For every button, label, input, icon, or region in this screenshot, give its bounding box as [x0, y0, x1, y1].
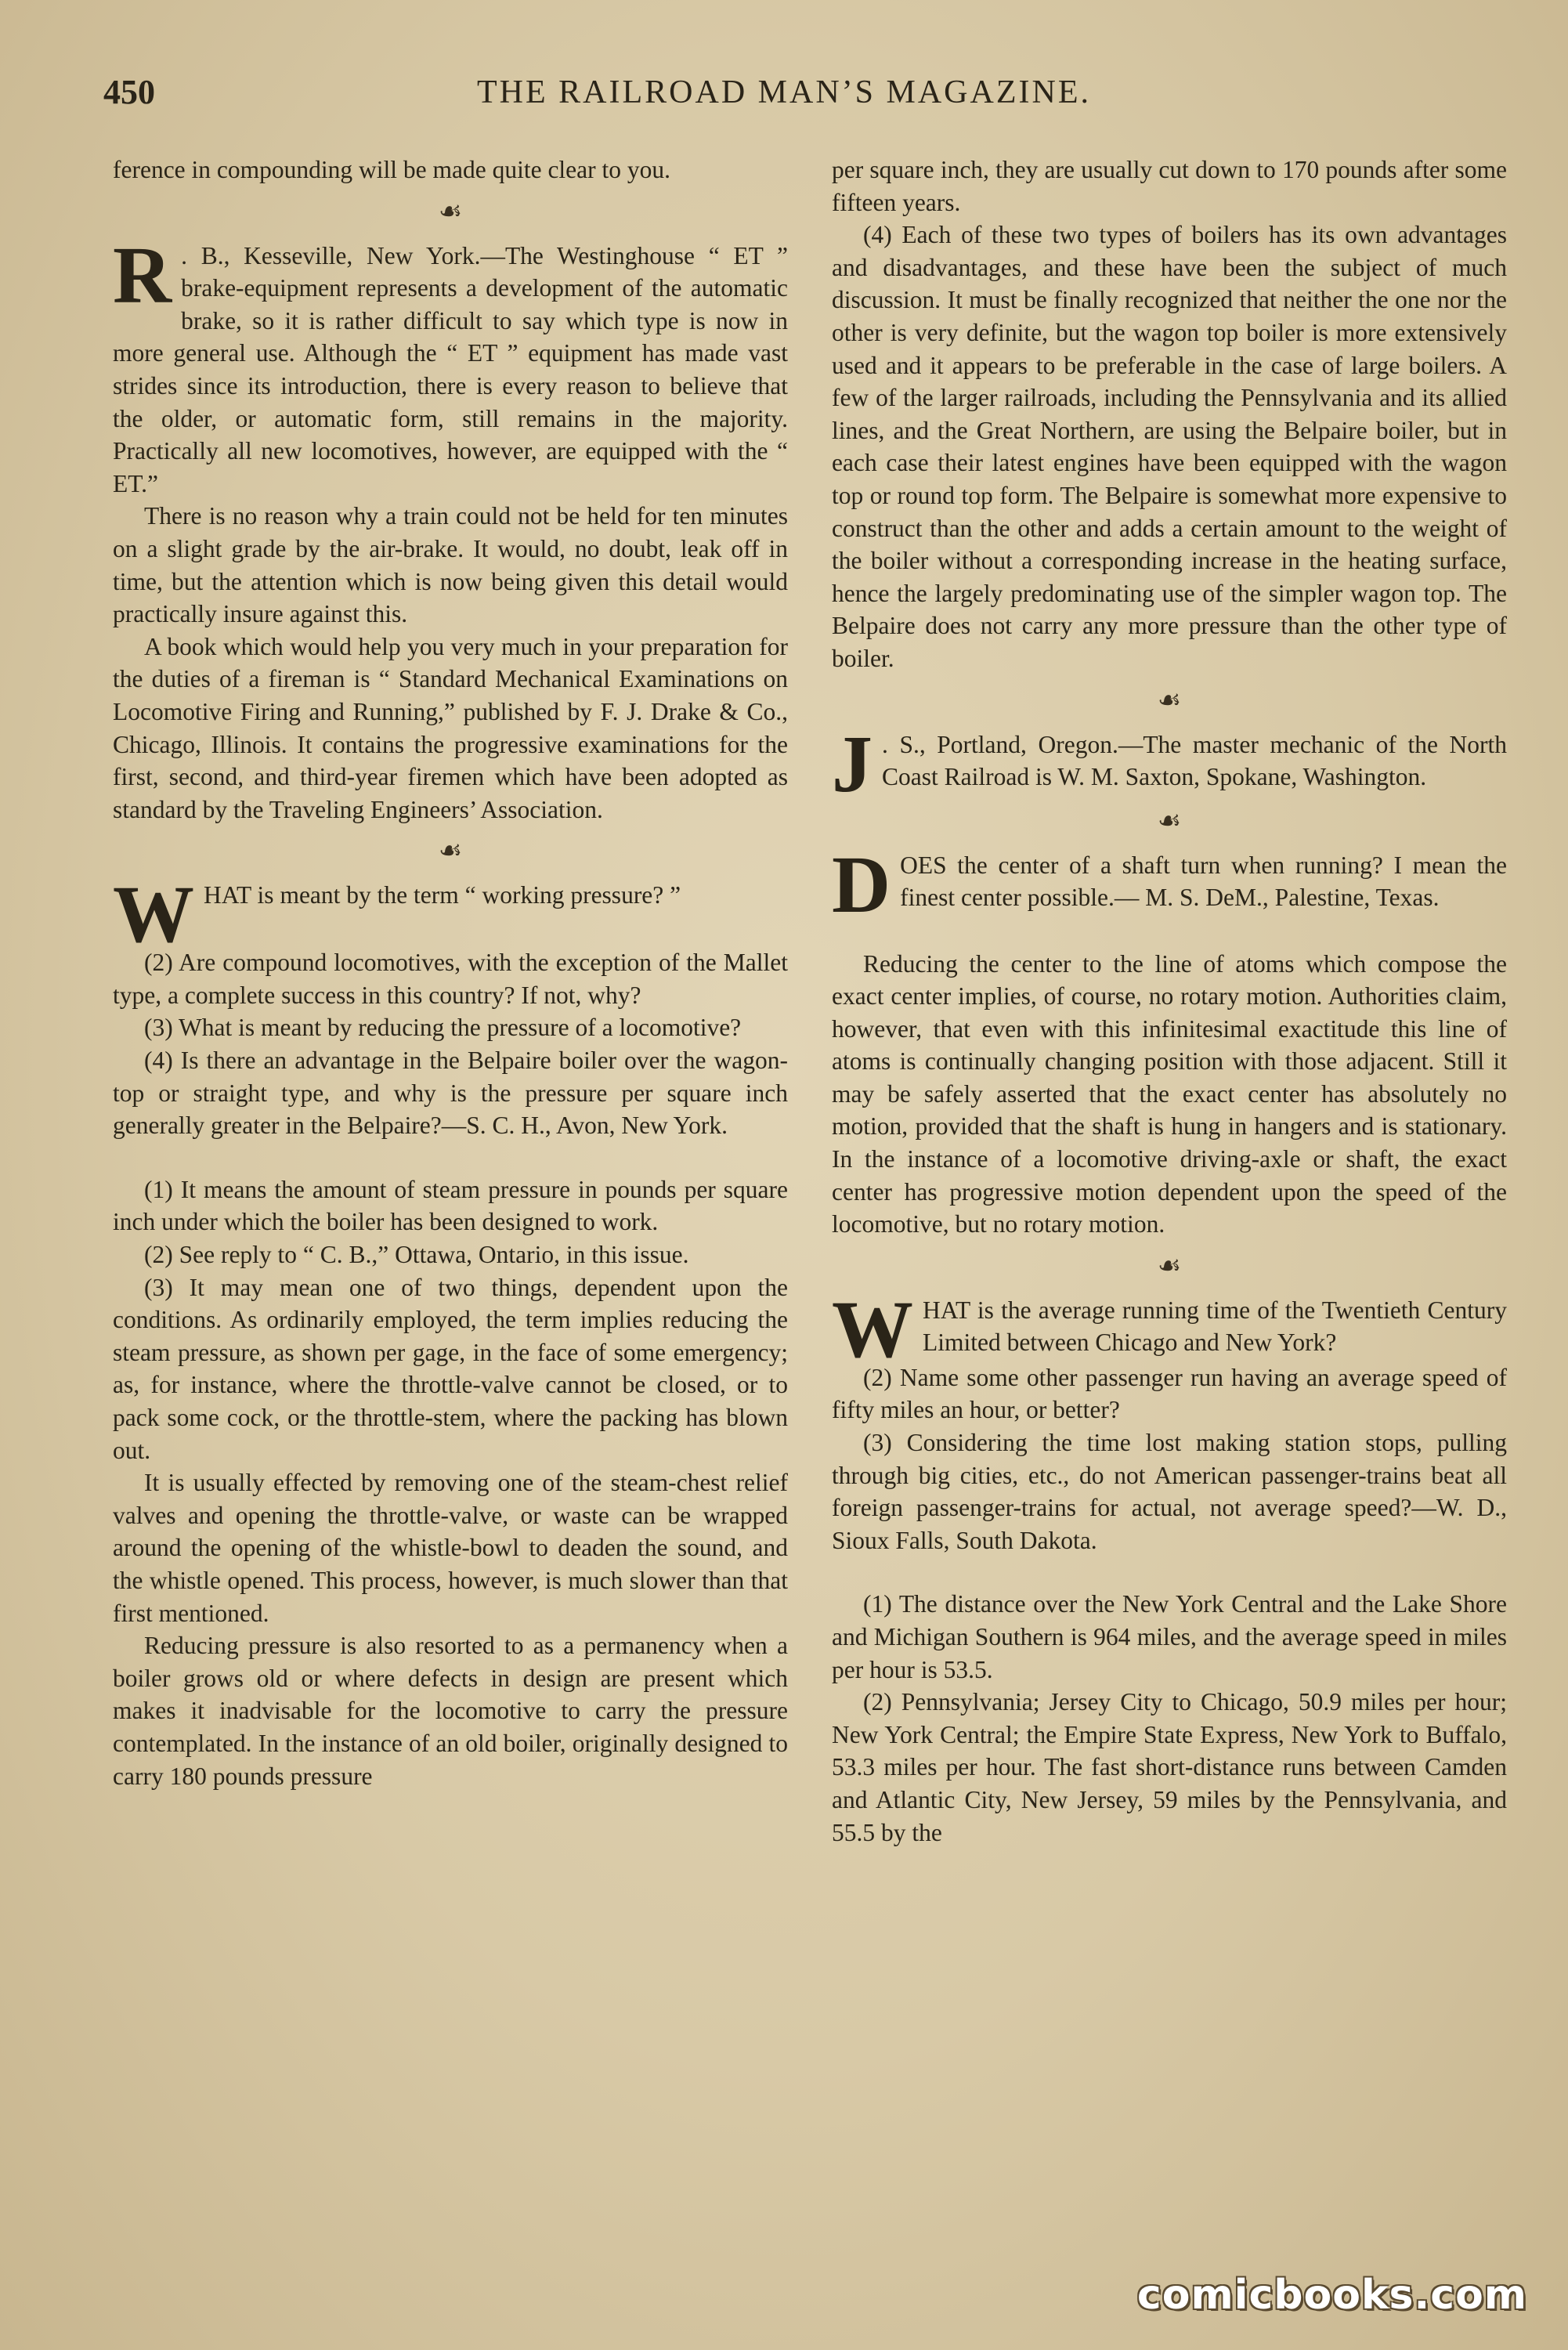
question-paragraph: OES the center of a shaft turn when running? I mean the finest center possible.— M. S. DeM., Palestine, Texas. — [900, 851, 1507, 912]
continued-paragraph: per square inch, they are usually cut down to 170 pounds after some fifteen years. — [832, 156, 1507, 216]
answer-paragraph: Reducing pressure is also resorted to as a permanency when a boiler grows old or where defects in design are present which makes it inadvisable for the locomotive to carry the pressure contemplated. In the instance of an old boiler, originally designed to carry 180 pounds pressure — [113, 1632, 788, 1790]
drop-cap: W — [832, 1284, 913, 1375]
entry-working-pressure — [113, 870, 788, 960]
fleuron-ornament: ☙ — [438, 837, 463, 866]
answer-paragraph: (4) Each of these two types of boilers has its own advantages and disadvantages, and these have been the subject of much discussion. It must be finally recognized that neither the one nor the other is very definite, but the wagon top boiler is more extensively used and it appears to be preferable in the case of large boilers. A few of the larger railroads, including the Pennsylvania and its allied lines, and the Great Northern, are using the Belpaire boiler, but in each case their latest engines have been equipped with the wagon top or round top form. The Belpaire is somewhat more expensive to construct than the other and adds a certain amount to the weight of the boiler without a corresponding increase in the heating surface, hence the largely predominating use of the simpler wagon top. The Belpaire does not carry any more pressure than the other type of boiler. — [832, 221, 1507, 672]
running-title: THE RAILROAD MAN’S MAGAZINE. — [477, 74, 1091, 110]
drop-cap: J — [832, 718, 873, 809]
answer-paragraph: (1) The distance over the New York Central and the Lake Shore and Michigan Southern is 964 miles, and the average speed in miles per hour is 53.5. — [832, 1590, 1507, 1683]
question-paragraph: (2) Name some other passenger run having an average speed of fifty miles an hour, or better? — [832, 1363, 1507, 1424]
question-paragraph: HAT is meant by the term “ working pressure? ” — [204, 881, 681, 909]
continued-paragraph: ference in compounding will be made quite clear to you. — [113, 156, 671, 183]
drop-cap: R — [113, 230, 172, 320]
answer-paragraph: (2) See reply to “ C. B.,” Ottawa, Ontario, in this issue. — [144, 1241, 689, 1269]
question-paragraph: (3) What is meant by reducing the pressure of a locomotive? — [144, 1014, 742, 1042]
fleuron-ornament: ☙ — [438, 197, 463, 226]
entry-js-portland — [832, 718, 1507, 809]
entry-paragraph: A book which would help you very much in your preparation for the duties of a fireman is “ Standard Mechanical Examinations on Locomotive Firing and Running,” published by F. J. Drake & Co., Chicago, Illinois. It contains the progressive examinations for the first, second, and third-year firemen which have been adopted as standard by the Traveling Engineers’ Association. — [113, 632, 788, 823]
answer-paragraph: (2) Pennsylvania; Jersey City to Chicago, 50.9 miles per hour; New York Central; the Empire State Express, New York to Buffalo, 53.3 miles per hour. The fast short-distance runs between Camden and Atlantic City, New Jersey, 59 miles by the Pennsylvania, and 55.5 by the — [832, 1688, 1507, 1846]
entry-paragraph: There is no reason why a train could not be held for ten minutes on a slight grade by the air-brake. It would, no doubt, leak off in time, but the attention which is now being given this detail would practically insure against this. — [113, 502, 788, 628]
answer-paragraph: Reducing the center to the line of atoms which compose the exact center implies, of course, no rotary motion. Authorities claim, however, that even with this infinitesimal exactitude this line of atoms is continually changing position with those adjacent. Still it may be safely asserted that the exact center has absolutely no motion, provided that the shaft is hung in hangers and is stationary. In the instance of a locomotive driving-axle or shaft, the exact center has progressive motion dependent upon the speed of the locomotive, but no rotary motion. — [832, 949, 1507, 1238]
question-paragraph: (4) Is there an advantage in the Belpaire boiler over the wagon-top or straight type, and why is the pressure per square inch generally greater in the Belpaire?—S. C. H., Avon, New York. — [113, 1047, 788, 1140]
answer-paragraph: (3) It may mean one of two things, dependent upon the conditions. As ordinarily employed, the term implies reducing the steam pressure, as shown per gage, in the face of some emergency; as, for instance, where the throttle-valve cannot be closed, or to pack some cock, or the throttle-stem, where the packing has blown out. — [113, 1273, 788, 1464]
entry-twentieth-century — [832, 1284, 1507, 1375]
right-column — [832, 154, 1507, 1849]
question-paragraph: (2) Are compound locomotives, with the exception of the Mallet type, a complete success in this country? If not, why? — [113, 949, 788, 1009]
fleuron-ornament: ☙ — [1157, 685, 1182, 715]
running-header — [0, 72, 1568, 119]
entry-rb-kesseville — [113, 230, 788, 501]
left-column — [113, 154, 788, 1792]
question-paragraph: (3) Considering the time lost making station stops, pulling through big cities, etc., do not American passenger-trains beat all foreign passenger-trains for actual, not average speed?—W. D., Sioux Falls, South Dakota. — [832, 1429, 1507, 1554]
answer-paragraph: (1) It means the amount of steam pressure in pounds per square inch under which the boiler has been designed to work. — [113, 1175, 788, 1236]
entry-paragraph: . S., Portland, Oregon.—The master mechanic of the North Coast Railroad is W. M. Saxton, Spokane, Washington. — [882, 730, 1507, 791]
fleuron-ornament: ☙ — [1157, 806, 1182, 836]
question-paragraph: HAT is the average running time of the Twentieth Century Limited between Chicago and New York? — [923, 1296, 1507, 1357]
drop-cap: W — [113, 870, 194, 960]
drop-cap: D — [832, 839, 891, 930]
fleuron-ornament: ☙ — [1157, 1251, 1182, 1281]
page-number: 450 — [103, 73, 155, 111]
answer-paragraph: It is usually effected by removing one of the steam-chest relief valves and opening the throttle-valve, or waste can be wrapped around the opening of the whistle-bowl to deaden the sound, and the whistle opened. This process, however, is much slower than that first mentioned. — [113, 1469, 788, 1627]
watermark: comicbooks.com — [1136, 2272, 1527, 2319]
entry-paragraph: . B., Kesseville, New York.—The Westinghouse “ ET ” brake-equipment represents a development of the automatic brake, so it is rather difficult to say which type is now in more general use. Although the “ ET ” equipment has made vast strides since its introduction, there is every reason to believe that the older, or automatic form, still remains in the majority. Practically all new locomotives, however, are equipped with the “ ET.” — [113, 241, 788, 497]
entry-shaft-center — [832, 839, 1507, 930]
